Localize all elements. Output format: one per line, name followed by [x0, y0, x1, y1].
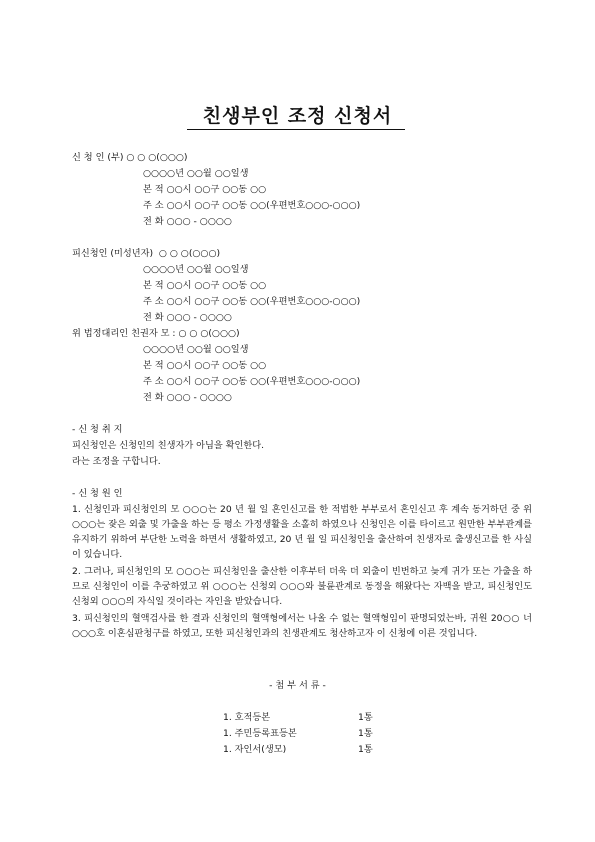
respondent-address: 주 소 ○○시 ○○구 ○○동 ○○(우편번호○○○-○○○) [143, 296, 361, 307]
attachment-name: 1. 자인서(생모) [223, 744, 287, 755]
respondent-birth: ○○○○년 ○○월 ○○일생 [143, 264, 249, 275]
guardian-phone: 전 화 ○○○ - ○○○○ [143, 392, 232, 403]
purpose-heading: - 신 청 취 지 [72, 424, 123, 435]
respondent-header: 피신청인 (미성년자) ○ ○ ○(○○○) [72, 248, 221, 259]
applicant-birth: ○○○○년 ○○월 ○○일생 [143, 168, 249, 179]
reason-paragraph-1: 1. 신청인과 피신청인의 모 ○○○는 20 년 월 일 혼인신고를 한 적법한 부부로서 혼인신고 후 계속 동거하던 중 위 ○○○는 잦은 외출 및 가출을 하는 등 평소 가정생활을 소홀히 하였으나 신청인은 이를 타이르고 원만한 부부관계를 유지하기 위하여 부단한 노력을 하면서 생활하였고, 20 년 월 일 피신청인을 출산하여 친생자로 출생신고를 한 사실이 있습니다. [72, 504, 532, 560]
purpose-line-1: 피신청인은 신청인의 친생자가 아님을 확인한다. [72, 440, 265, 451]
purpose-line-2: 라는 조정을 구합니다. [72, 456, 161, 467]
reason-paragraph-3: 3. 피신청인의 혈액검사를 한 결과 신청인의 혈액형에서는 나올 수 없는 혈액형임이 판명되었는바, 귀원 20○○ 너○○○호 이혼심판청구를 하였고, 또한 피신청인과의 친생관계도 청산하고자 이 신청에 이른 것입니다. [72, 613, 532, 639]
attachments-heading: - 첨 부 서 류 - [269, 680, 326, 691]
reason-paragraph-2: 2. 그러나, 피신청인의 모 ○○○는 피신청인을 출산한 이후부터 더욱 더 외출이 빈번하고 늦게 귀가 또는 가출을 하므로 신청인이 이를 추궁하였고 위 ○○○는 신청외 ○○○와 불륜관계로 동정을 해왔다는 자백을 받고, 피신청인도 신청외 ○○○의 자식일 것이라는 자인을 받았습니다. [72, 566, 532, 607]
attachment-qty: 1통 [358, 728, 373, 739]
guardian-origin: 본 적 ○○시 ○○구 ○○동 ○○ [143, 360, 267, 371]
attachment-qty: 1통 [358, 744, 373, 755]
applicant-address: 주 소 ○○시 ○○구 ○○동 ○○(우편번호○○○-○○○) [143, 200, 361, 211]
attachment-name: 1. 주민등록표등본 [223, 728, 297, 739]
guardian-header: 위 법정대리인 친권자 모 : ○ ○ ○(○○○) [72, 328, 240, 339]
document-title: 친생부인 조정 신청서 [202, 105, 393, 127]
applicant-header: 신 청 인 (부) ○ ○ ○(○○○) [72, 152, 188, 163]
guardian-birth: ○○○○년 ○○월 ○○일생 [143, 344, 249, 355]
respondent-phone: 전 화 ○○○ - ○○○○ [143, 312, 232, 323]
reasons-heading: - 신 청 원 인 [72, 488, 123, 499]
attachment-name: 1. 호적등본 [223, 712, 271, 723]
title-underline [187, 129, 405, 130]
applicant-origin: 본 적 ○○시 ○○구 ○○동 ○○ [143, 184, 267, 195]
respondent-origin: 본 적 ○○시 ○○구 ○○동 ○○ [143, 280, 267, 291]
guardian-address: 주 소 ○○시 ○○구 ○○동 ○○(우편번호○○○-○○○) [143, 376, 361, 387]
applicant-phone: 전 화 ○○○ - ○○○○ [143, 216, 232, 227]
attachment-qty: 1통 [358, 712, 373, 723]
